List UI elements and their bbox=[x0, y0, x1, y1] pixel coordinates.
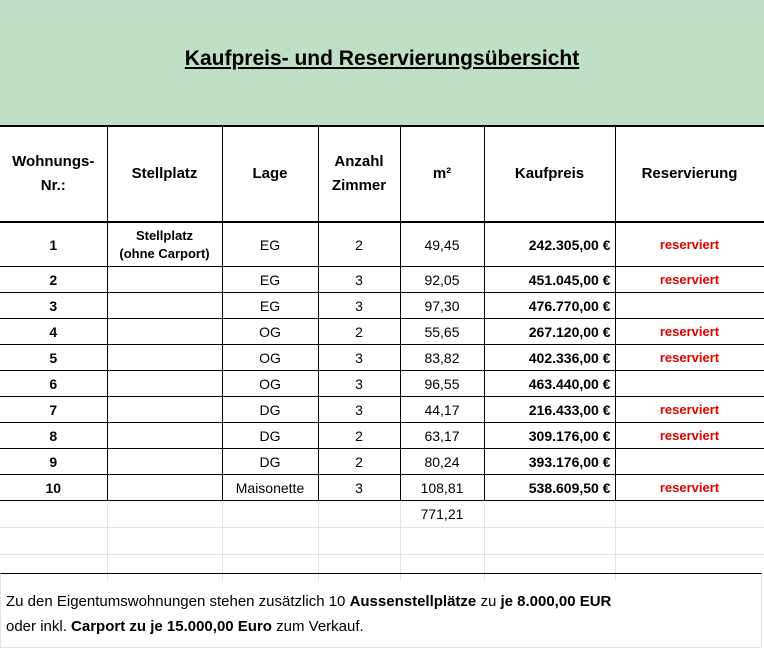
cell[interactable] bbox=[318, 528, 400, 555]
nr-cell[interactable]: 5 bbox=[0, 345, 107, 371]
table-row bbox=[0, 475, 764, 501]
kaufpreis-cell[interactable]: 267.120,00 € bbox=[484, 319, 615, 345]
zimmer-cell[interactable]: 2 bbox=[318, 423, 400, 449]
table-row bbox=[0, 345, 764, 371]
header-reservierung[interactable]: Reservierung bbox=[615, 126, 764, 222]
cell[interactable] bbox=[0, 528, 107, 555]
reservierung-cell[interactable] bbox=[615, 371, 764, 397]
lage-cell[interactable]: EG bbox=[222, 293, 318, 319]
cell[interactable] bbox=[222, 528, 318, 555]
nr-cell[interactable]: 2 bbox=[0, 267, 107, 293]
lage-cell[interactable]: DG bbox=[222, 449, 318, 475]
cell[interactable] bbox=[107, 528, 222, 555]
reservierung-cell[interactable]: reserviert bbox=[615, 345, 764, 371]
kaufpreis-cell[interactable]: 451.045,00 € bbox=[484, 267, 615, 293]
stellplatz-cell[interactable] bbox=[107, 267, 222, 293]
reservierung-cell[interactable]: reserviert bbox=[615, 423, 764, 449]
stellplatz-cell[interactable] bbox=[107, 319, 222, 345]
reservierung-cell[interactable]: reserviert bbox=[615, 475, 764, 501]
total-row bbox=[0, 501, 764, 528]
stellplatz-cell[interactable] bbox=[107, 345, 222, 371]
kaufpreis-cell[interactable]: 463.440,00 € bbox=[484, 371, 615, 397]
lage-cell[interactable]: OG bbox=[222, 371, 318, 397]
cell[interactable] bbox=[484, 528, 615, 555]
kaufpreis-cell[interactable]: 242.305,00 € bbox=[484, 222, 615, 267]
price-table bbox=[0, 125, 764, 581]
zimmer-cell[interactable]: 3 bbox=[318, 345, 400, 371]
reservierung-cell[interactable]: reserviert bbox=[615, 397, 764, 423]
header-row bbox=[0, 126, 764, 222]
kaufpreis-cell[interactable]: 402.336,00 € bbox=[484, 345, 615, 371]
stellplatz-cell[interactable] bbox=[107, 293, 222, 319]
footer-line-2: oder inkl. Carport zu je 15.000,00 Euro zum Verkauf. bbox=[6, 618, 364, 635]
table-row bbox=[0, 449, 764, 475]
lage-cell[interactable]: OG bbox=[222, 345, 318, 371]
flaeche-cell[interactable]: 96,55 bbox=[400, 371, 484, 397]
cell[interactable] bbox=[615, 528, 764, 555]
total-flaeche-cell[interactable]: 771,21 bbox=[400, 501, 484, 528]
footer-note bbox=[0, 573, 762, 648]
flaeche-cell[interactable]: 92,05 bbox=[400, 267, 484, 293]
header-zimmer[interactable]: Anzahl Zimmer bbox=[318, 126, 400, 222]
lage-cell[interactable]: EG bbox=[222, 222, 318, 267]
stellplatz-cell[interactable] bbox=[107, 475, 222, 501]
flaeche-cell[interactable]: 83,82 bbox=[400, 345, 484, 371]
stellplatz-line-2: (ohne Carport) bbox=[119, 245, 210, 261]
stellplatz-cell[interactable] bbox=[107, 449, 222, 475]
stellplatz-cell[interactable] bbox=[107, 371, 222, 397]
reservierung-cell[interactable]: reserviert bbox=[615, 267, 764, 293]
kaufpreis-cell[interactable]: 216.433,00 € bbox=[484, 397, 615, 423]
zimmer-cell[interactable]: 3 bbox=[318, 475, 400, 501]
reservierung-cell[interactable]: reserviert bbox=[615, 319, 764, 345]
lage-cell[interactable]: Maisonette bbox=[222, 475, 318, 501]
table-row bbox=[0, 267, 764, 293]
header-lage[interactable]: Lage bbox=[222, 126, 318, 222]
table-row bbox=[0, 293, 764, 319]
header-kaufpreis[interactable]: Kaufpreis bbox=[484, 126, 615, 222]
stellplatz-cell[interactable] bbox=[107, 397, 222, 423]
reservierung-cell[interactable] bbox=[615, 449, 764, 475]
kaufpreis-cell[interactable]: 393.176,00 € bbox=[484, 449, 615, 475]
cell[interactable] bbox=[400, 528, 484, 555]
nr-cell[interactable]: 4 bbox=[0, 319, 107, 345]
cell[interactable] bbox=[318, 501, 400, 528]
footer-line-1: Zu den Eigentumswohnungen stehen zusätzlich 10 Aussenstellplätze zu je 8.000,00 EUR bbox=[6, 593, 612, 610]
reservierung-cell[interactable]: reserviert bbox=[615, 222, 764, 267]
stellplatz-line-1: Stellplatz bbox=[135, 227, 194, 243]
table-row bbox=[0, 397, 764, 423]
nr-cell[interactable]: 7 bbox=[0, 397, 107, 423]
zimmer-cell[interactable]: 2 bbox=[318, 222, 400, 267]
table-row bbox=[0, 319, 764, 345]
lage-cell[interactable]: DG bbox=[222, 423, 318, 449]
header-nr[interactable]: Wohnungs- Nr.: bbox=[0, 126, 107, 222]
zimmer-cell[interactable]: 3 bbox=[318, 267, 400, 293]
title-band bbox=[0, 0, 764, 127]
flaeche-cell[interactable]: 97,30 bbox=[400, 293, 484, 319]
nr-cell[interactable]: 10 bbox=[0, 475, 107, 501]
nr-cell[interactable]: 1 bbox=[49, 236, 58, 253]
page-title: Kaufpreis- und Reservierungsübersicht bbox=[184, 47, 580, 70]
flaeche-cell[interactable]: 108,81 bbox=[400, 475, 484, 501]
reservierung-cell[interactable] bbox=[615, 293, 764, 319]
zimmer-cell[interactable]: 3 bbox=[318, 397, 400, 423]
cell[interactable] bbox=[0, 501, 107, 528]
cell[interactable] bbox=[222, 501, 318, 528]
zimmer-cell[interactable]: 2 bbox=[318, 319, 400, 345]
nr-cell[interactable]: 8 bbox=[0, 423, 107, 449]
header-flaeche[interactable]: m² bbox=[400, 126, 484, 222]
stellplatz-cell[interactable] bbox=[107, 222, 222, 267]
lage-cell[interactable]: EG bbox=[222, 267, 318, 293]
nr-cell[interactable]: 3 bbox=[0, 293, 107, 319]
table-row bbox=[0, 371, 764, 397]
table-row bbox=[0, 423, 764, 449]
stellplatz-cell[interactable] bbox=[107, 423, 222, 449]
lage-cell[interactable]: OG bbox=[222, 319, 318, 345]
zimmer-cell[interactable]: 3 bbox=[318, 293, 400, 319]
empty-row bbox=[0, 528, 764, 555]
flaeche-cell[interactable]: 49,45 bbox=[400, 222, 484, 267]
zimmer-cell[interactable]: 3 bbox=[318, 371, 400, 397]
kaufpreis-cell[interactable]: 538.609,50 € bbox=[484, 475, 615, 501]
nr-cell[interactable]: 6 bbox=[0, 371, 107, 397]
nr-cell[interactable]: 9 bbox=[0, 449, 107, 475]
flaeche-cell[interactable]: 44,17 bbox=[400, 397, 484, 423]
header-stellplatz[interactable]: Stellplatz bbox=[107, 126, 222, 222]
table-row bbox=[0, 222, 764, 267]
zimmer-cell[interactable]: 2 bbox=[318, 449, 400, 475]
lage-cell[interactable]: DG bbox=[222, 397, 318, 423]
cell[interactable] bbox=[484, 501, 615, 528]
flaeche-cell[interactable]: 80,24 bbox=[400, 449, 484, 475]
cell[interactable] bbox=[615, 501, 764, 528]
kaufpreis-cell[interactable]: 476.770,00 € bbox=[484, 293, 615, 319]
cell[interactable] bbox=[107, 501, 222, 528]
flaeche-cell[interactable]: 55,65 bbox=[400, 319, 484, 345]
flaeche-cell[interactable]: 63,17 bbox=[400, 423, 484, 449]
kaufpreis-cell[interactable]: 309.176,00 € bbox=[484, 423, 615, 449]
